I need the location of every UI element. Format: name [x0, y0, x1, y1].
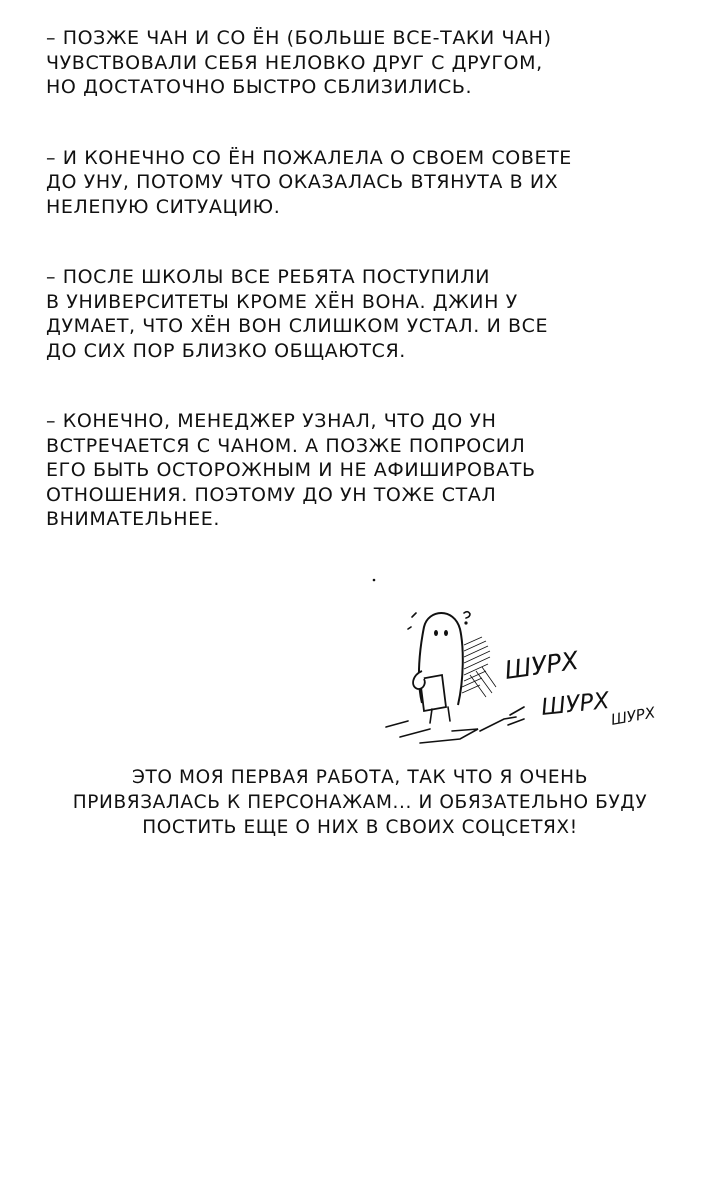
note-line: – ПОЗЖЕ ЧАН И СО ЁН (БОЛЬШЕ ВСЕ-ТАКИ ЧАН): [46, 27, 552, 49]
note-item: [46, 146, 686, 220]
note-line: В УНИВЕРСИТЕТЫ КРОМЕ ХЁН ВОНА. ДЖИН У: [46, 290, 518, 313]
closing-line: ПРИВЯЗАЛАСЬ К ПЕРСОНАЖАМ... И ОБЯЗАТЕЛЬНО БУДУ: [72, 792, 648, 813]
ghost-eye: [444, 630, 448, 636]
closing-line: ЭТО МОЯ ПЕРВАЯ РАБОТА, ТАК ЧТО Я ОЧЕНЬ: [131, 767, 588, 788]
ghost-doodle: [360, 575, 680, 750]
note-item: [46, 265, 686, 363]
sfx-text: ШУРХ: [502, 645, 581, 685]
ghost-eye: [434, 630, 438, 636]
note-item: [46, 409, 686, 532]
hatch-marks: [462, 637, 496, 697]
ground-marks: [386, 707, 524, 743]
closing-message: [0, 765, 720, 840]
note-line: ОТНОШЕНИЯ. ПОЭТОМУ ДО УН ТОЖЕ СТАЛ: [46, 483, 497, 506]
note-line: – И КОНЕЧНО СО ЁН ПОЖАЛЕЛА О СВОЕМ СОВЕТЕ: [46, 146, 572, 169]
note-line: ДО УНУ, ПОТОМУ ЧТО ОКАЗАЛАСЬ ВТЯНУТА В ИХ: [46, 171, 559, 193]
sfx-text: ШУРХ: [609, 703, 657, 729]
sfx-text: ШУРХ: [539, 687, 611, 721]
note-line: ВНИМАТЕЛЬНЕЕ.: [46, 508, 220, 530]
note-line: НЕЛЕПУЮ СИТУАЦИЮ.: [46, 195, 281, 218]
note-line: ДО СИХ ПОР БЛИЗКО ОБЩАЮТСЯ.: [46, 339, 406, 362]
note-line: НО ДОСТАТОЧНО БЫСТРО СБЛИЗИЛИСЬ.: [46, 76, 473, 98]
note-line: ЧУВСТВОВАЛИ СЕБЯ НЕЛОВКО ДРУГ С ДРУГОМ,: [46, 51, 543, 74]
note-line: ДУМАЕТ, ЧТО ХЁН ВОН СЛИШКОМ УСТАЛ. И ВСЕ: [46, 315, 549, 337]
author-notes: [46, 26, 686, 578]
note-line: – ПОСЛЕ ШКОЛЫ ВСЕ РЕБЯТА ПОСТУПИЛИ: [46, 266, 491, 288]
note-line: ВСТРЕЧАЕТСЯ С ЧАНОМ. А ПОЗЖЕ ПОПРОСИЛ: [46, 434, 526, 457]
note-line: – КОНЕЧНО, МЕНЕДЖЕР УЗНАЛ, ЧТО ДО УН: [46, 410, 497, 432]
note-item: [46, 26, 686, 100]
dot-mark: [373, 579, 376, 582]
closing-line: ПОСТИТЬ ЕЩЕ О НИХ В СВОИХ СОЦСЕТЯХ!: [142, 817, 578, 838]
note-line: ЕГО БЫТЬ ОСТОРОЖНЫМ И НЕ АФИШИРОВАТЬ: [46, 459, 536, 481]
